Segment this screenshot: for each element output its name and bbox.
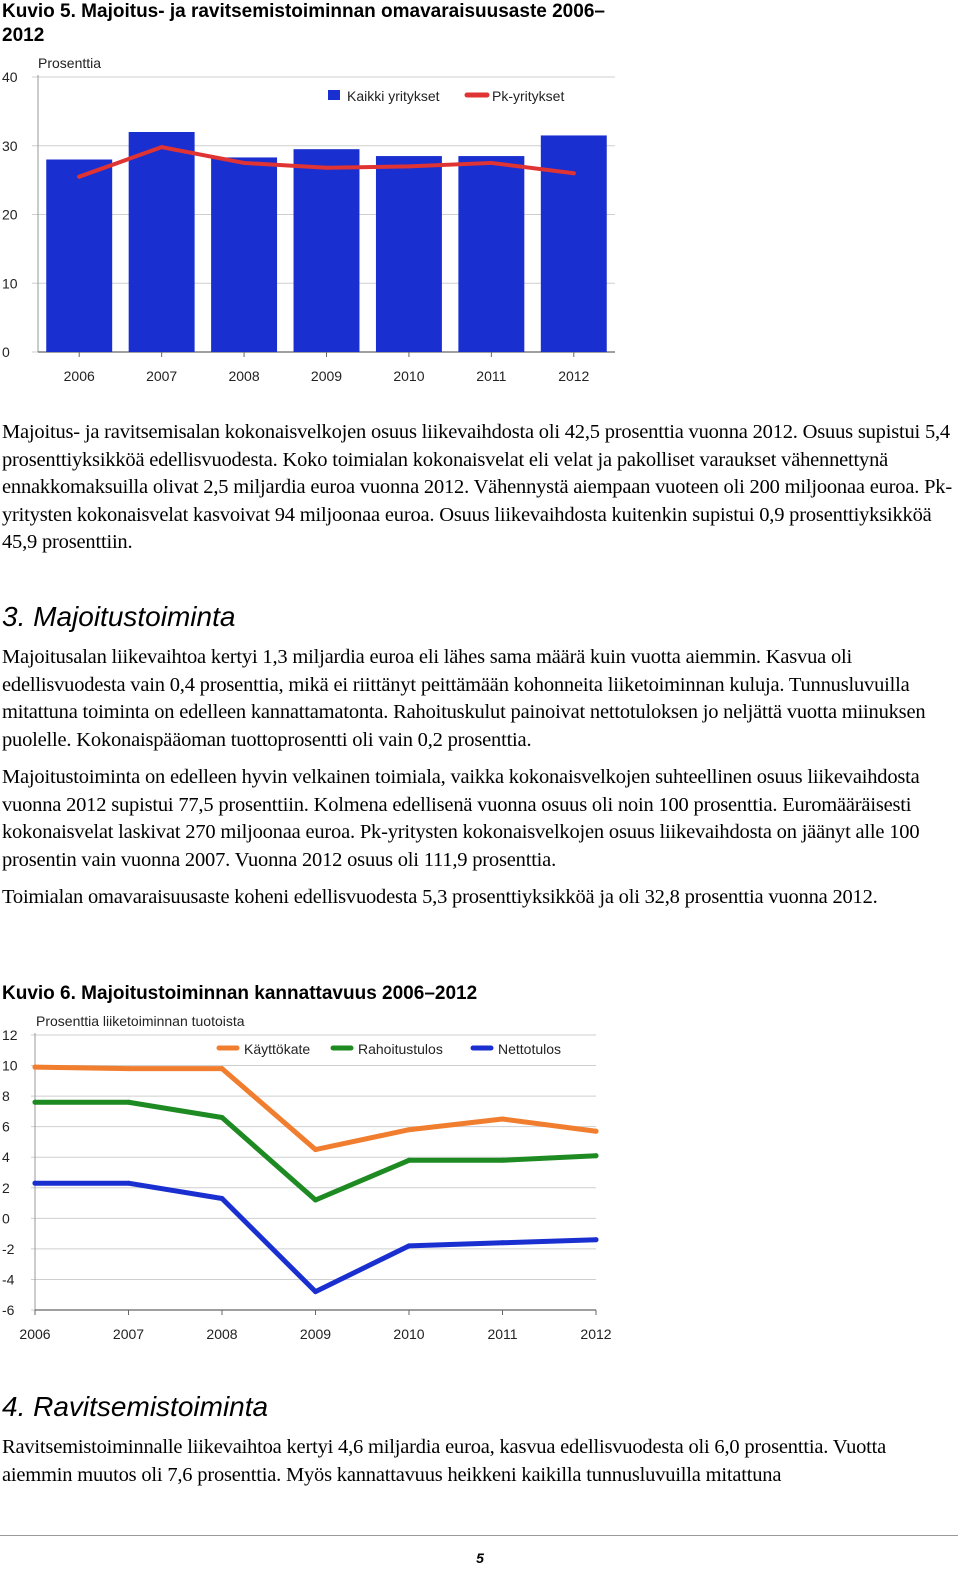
line-point-kayttokate-2012 (594, 1129, 599, 1134)
series-line-kayttokate (35, 1067, 596, 1150)
line-point-2008 (242, 161, 246, 165)
section-3-heading: 3. Majoitustoiminta (2, 601, 236, 632)
figure-5-title: Kuvio 5. Majoitus- ja ravitsemistoiminnan omavaraisuusaste 2006–2012 (2, 1, 605, 46)
bar-2009 (294, 149, 360, 352)
x-tick-label: 2007 (146, 368, 178, 384)
line-point-kayttokate-2010 (407, 1127, 412, 1132)
line-point-2007 (160, 145, 164, 149)
section-4-heading: 4. Ravitsemistoiminta (2, 1391, 269, 1422)
figure-5-y-axis-label: Prosenttia (38, 55, 102, 71)
footer-divider (0, 1535, 958, 1536)
line-point-kayttokate-2011 (500, 1117, 505, 1122)
line-point-kayttokate-2006 (33, 1065, 38, 1070)
x-tick-label: 2010 (393, 368, 425, 384)
x-tick-label: 2011 (487, 1326, 518, 1342)
line-point-rahoitustulos-2009 (313, 1198, 318, 1203)
section-3-paragraph-1: Majoitusalan liikevaihtoa kertyi 1,3 miljardia euroa eli lähes sama määrä kuin vuotta aiemmin. Kasvua oli edellisvuodesta vain 0,4 prosenttia, mikä ei riittänyt peittämään kohonneita liiketoiminnan kuluja. Tunnusluvuilla mitattuna toiminta on edelleen kannattamatonta. Rahoituskulut painoivat nettotuloksen jo neljättä vuotta miinuksen puolelle. Kokonaispääoman tuottoprosentti oli vain 0,2 prosenttia. (2, 646, 926, 751)
y-tick-label: 10 (2, 1057, 18, 1074)
y-tick-label: 12 (2, 1027, 18, 1043)
y-tick-label: -2 (2, 1240, 15, 1257)
figure-6-y-axis-label: Prosenttia liiketoiminnan tuotoista (36, 1013, 245, 1029)
x-tick-label: 2012 (580, 1326, 612, 1342)
x-tick-label: 2008 (206, 1326, 238, 1342)
x-tick-label: 2009 (299, 1326, 332, 1342)
section-3-paragraph-2: Majoitustoiminta on edelleen hyvin velkainen toimiala, vaikka kokonaisvelkojen suhteellinen osuus liikevaihdosta vuonna 2012 supistui 77,5 prosenttiin. Kolmena edellisenä vuonna osuus oli noin 100 prosenttia. Euromääräisesti kokonaisvelat laskivat 270 miljoonaa euroa. Pk-yritysten kokonaisvelkojen osuus liikevaihdosta on jäänyt alle 100 prosentin vain vuonna 2007. Vuonna 2012 osuus oli 111,9 prosenttia. (2, 766, 920, 871)
line-point-2006 (77, 175, 81, 179)
y-tick-label: 20 (2, 206, 18, 223)
line-point-nettotulos-2006 (33, 1181, 38, 1186)
line-point-nettotulos-2008 (220, 1196, 225, 1201)
line-point-rahoitustulos-2007 (126, 1100, 131, 1105)
line-point-kayttokate-2009 (313, 1147, 318, 1152)
line-point-rahoitustulos-2012 (594, 1153, 599, 1158)
legend-label-kaikki-yritykset: Kaikki yritykset (347, 88, 440, 104)
bar-2007 (129, 132, 195, 352)
y-tick-label: 4 (2, 1149, 10, 1166)
line-point-nettotulos-2007 (126, 1181, 131, 1186)
legend-label-pk-yritykset: Pk-yritykset (492, 88, 565, 104)
y-tick-label: 0 (2, 1210, 10, 1227)
y-tick-label: -6 (2, 1302, 15, 1318)
figure-5-bar-chart (0, 50, 640, 390)
paragraph-debt-ratio: Majoitus- ja ravitsemisalan kokonaisvelkojen osuus liikevaihdosta oli 42,5 prosenttia vuonna 2012. Osuus supistui 5,4 prosenttiyksikköä edellisvuodesta. Koko toimialan kokonaisvelat eli velat ja pakolliset varaukset vähennettynä ennakkomaksuilla olivat 2,5 miljardia euroa vuonna 2012. Vähennystä aiempaan vuoteen oli 200 miljoonaa euroa. Pk-yritysten kokonaisvelat kasvoivat 94 miljoonaa euroa. Osuus liikevaihdosta kuitenkin supistui 0,9 prosenttiyksikköä 45,9 prosenttiin. (2, 421, 952, 553)
bar-2011 (458, 156, 524, 352)
y-tick-label: 30 (2, 137, 18, 154)
x-tick-label: 2006 (19, 1326, 51, 1342)
y-tick-label: 8 (2, 1088, 10, 1105)
line-point-nettotulos-2010 (407, 1243, 412, 1248)
page-number: 5 (476, 1550, 484, 1566)
y-tick-label: -4 (2, 1271, 15, 1288)
bar-2006 (46, 160, 112, 353)
x-tick-label: 2007 (112, 1326, 145, 1342)
line-point-2012 (572, 171, 576, 175)
line-point-2010 (407, 164, 411, 168)
section-4-paragraph-1: Ravitsemistoiminnalle liikevaihtoa kertyi 4,6 miljardia euroa, kasvua edellisvuodesta oli 6,0 prosenttia. Vuotta aiemmin muutos oli 7,6 prosenttia. Myös kannattavuus heikkeni kaikilla tunnusluvuilla mitattuna (2, 1436, 887, 1486)
x-tick-label: 2010 (393, 1326, 425, 1342)
line-point-rahoitustulos-2011 (500, 1158, 505, 1163)
x-tick-label: 2011 (476, 368, 507, 384)
bar-2010 (376, 156, 442, 352)
line-point-nettotulos-2012 (594, 1237, 599, 1242)
x-tick-label: 2006 (63, 368, 95, 384)
x-tick-label: 2012 (558, 368, 590, 384)
legend-label-rahoitustulos: Rahoitustulos (358, 1041, 443, 1057)
x-tick-label: 2009 (310, 368, 343, 384)
legend-label-nettotulos: Nettotulos (498, 1041, 562, 1057)
legend-swatch-kaikki-yritykset (328, 90, 340, 100)
line-point-kayttokate-2008 (220, 1066, 225, 1071)
line-point-nettotulos-2011 (500, 1240, 505, 1245)
figure-6-line-chart (0, 1008, 640, 1348)
line-point-nettotulos-2009 (313, 1289, 318, 1294)
x-tick-label: 2008 (228, 368, 260, 384)
line-point-rahoitustulos-2010 (407, 1158, 412, 1163)
section-3-paragraph-3: Toimialan omavaraisuusaste koheni edellisvuodesta 5,3 prosenttiyksikköä ja oli 32,8 prosenttia vuonna 2012. (2, 886, 878, 908)
figure-6-title: Kuvio 6. Majoitustoiminnan kannattavuus 2006–2012 (2, 983, 478, 1004)
y-tick-label: 2 (2, 1179, 10, 1196)
y-tick-label: 10 (2, 275, 18, 292)
line-point-rahoitustulos-2006 (33, 1100, 38, 1105)
y-tick-label: 6 (2, 1118, 10, 1135)
line-point-rahoitustulos-2008 (220, 1115, 225, 1120)
y-tick-label: 0 (2, 344, 10, 360)
legend-label-kayttokate: Käyttökate (244, 1041, 311, 1057)
line-point-2011 (489, 161, 493, 165)
y-tick-label: 40 (2, 69, 18, 85)
line-point-kayttokate-2007 (126, 1066, 131, 1071)
line-point-2009 (325, 166, 329, 170)
bar-2008 (211, 157, 277, 352)
bar-2012 (541, 135, 607, 352)
